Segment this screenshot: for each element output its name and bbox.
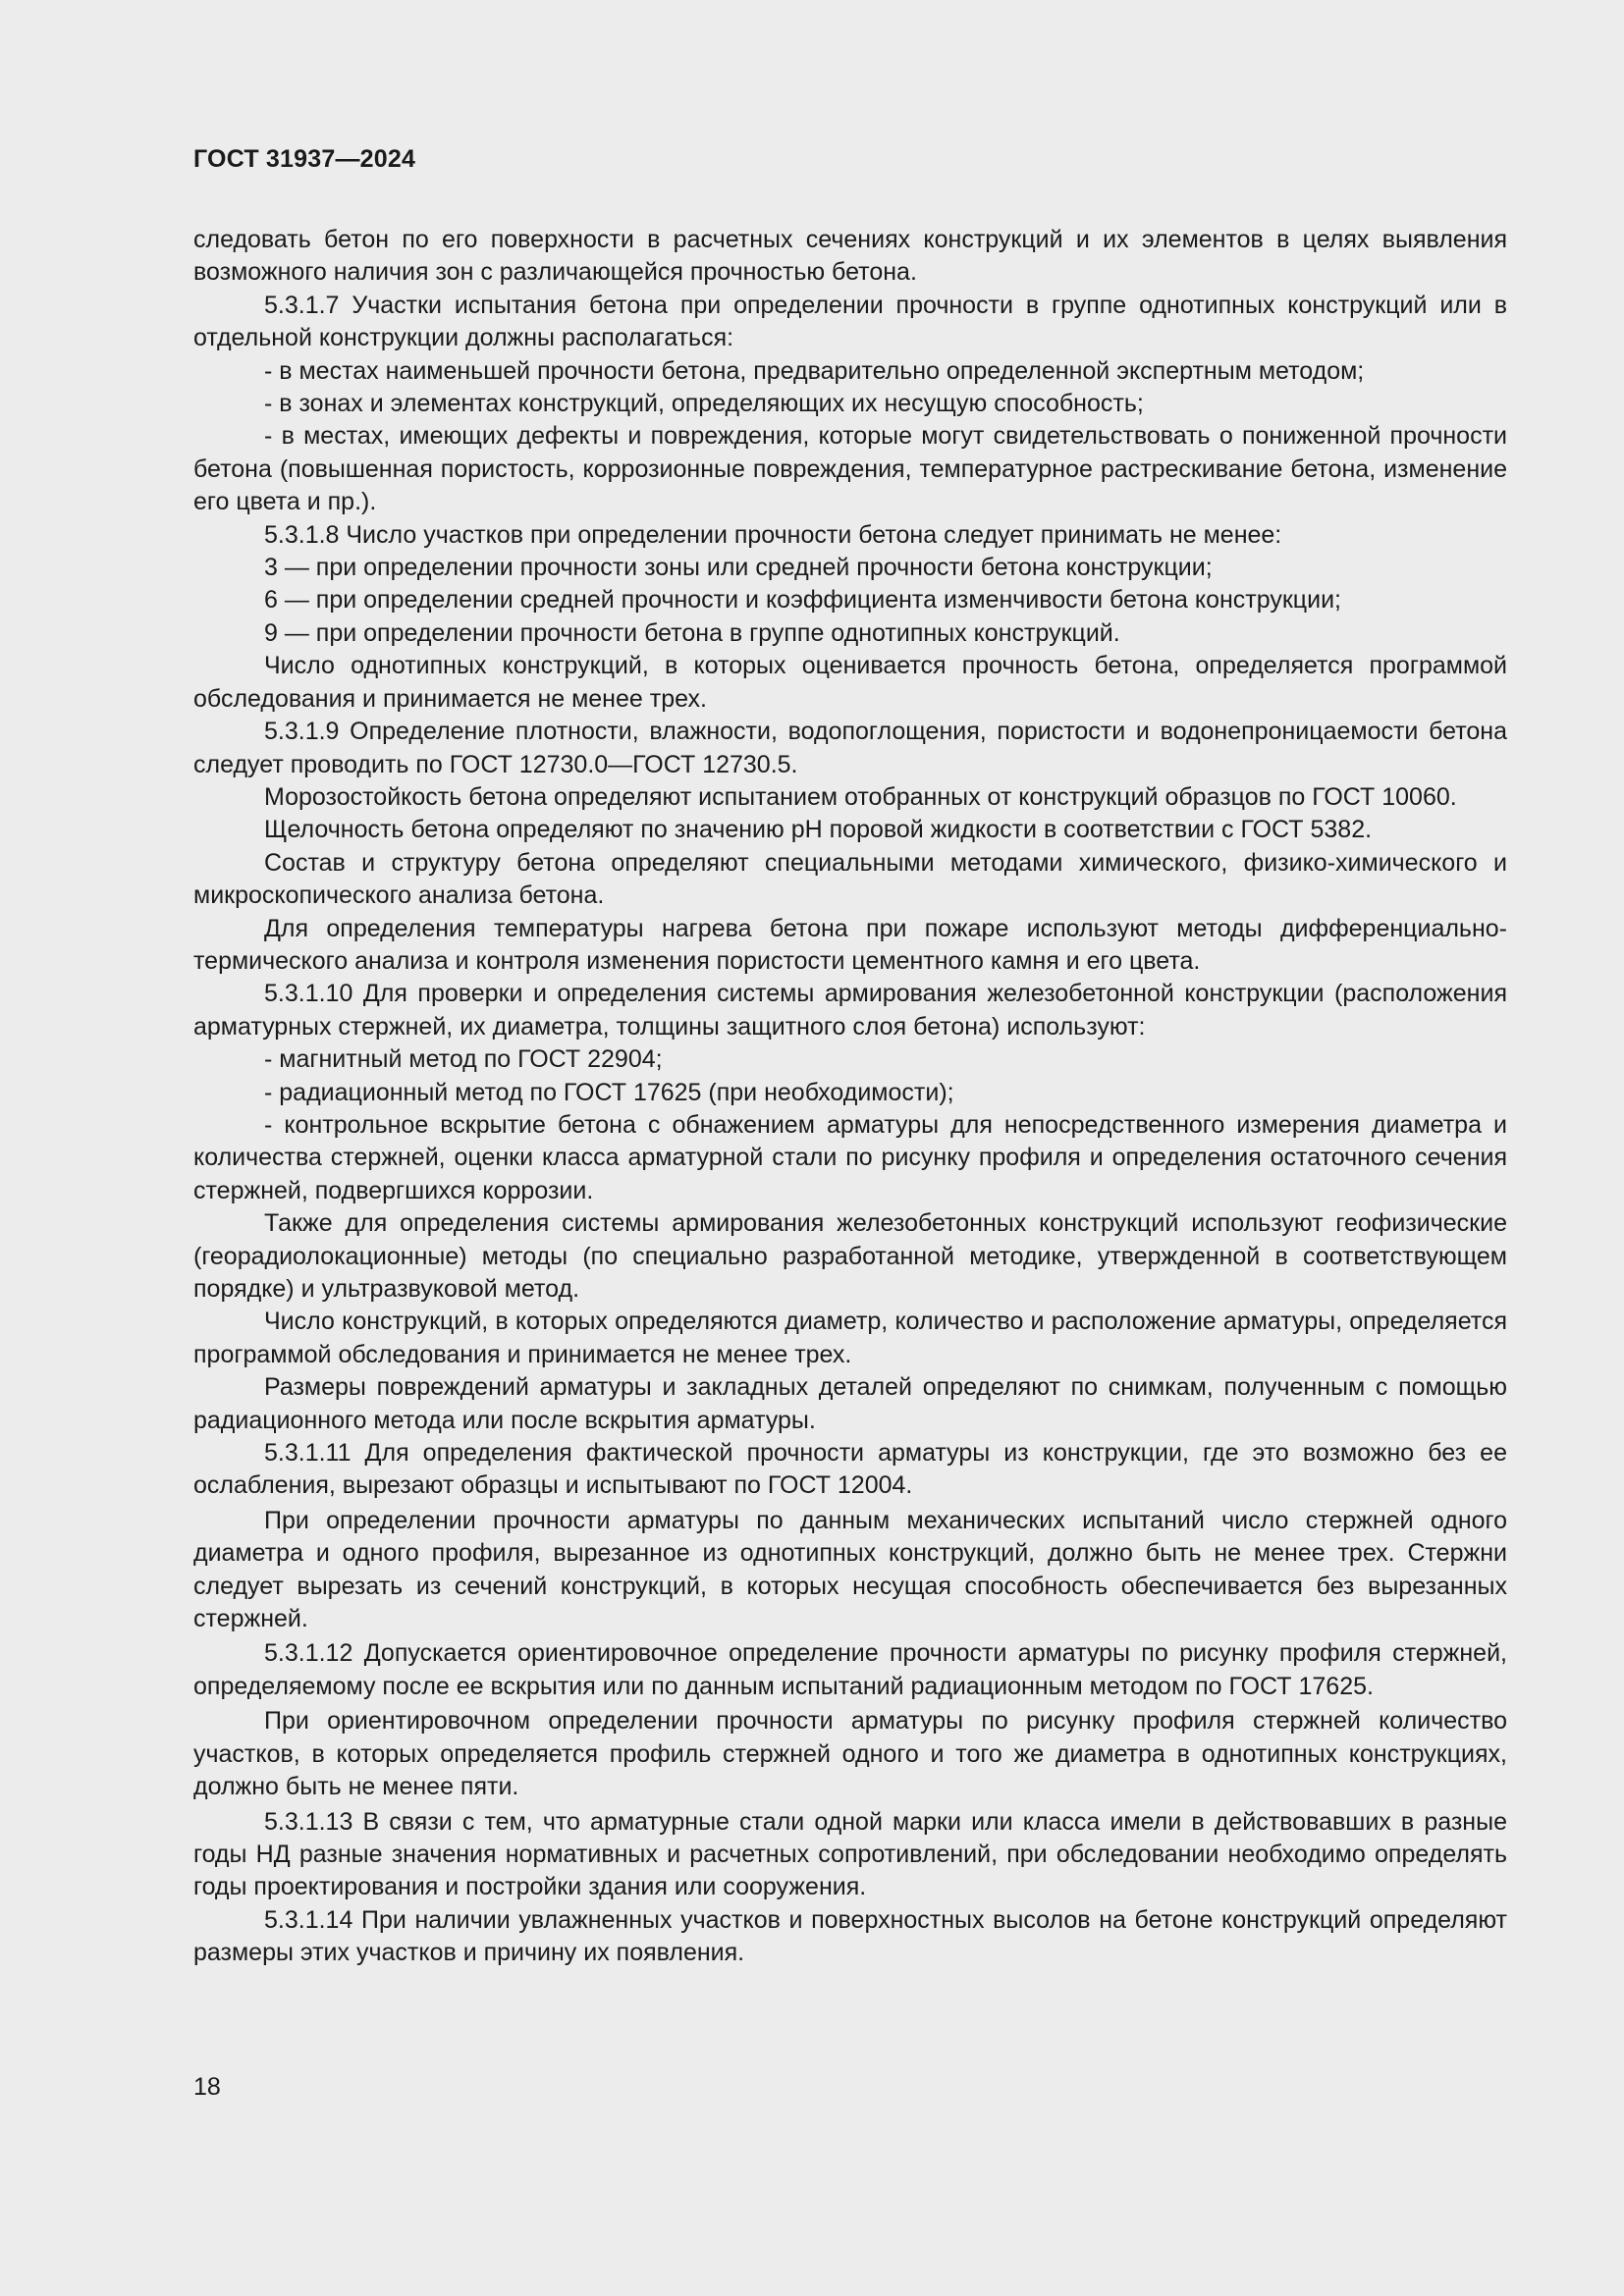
paragraph: Число однотипных конструкций, в которых оценивается прочность бетона, определяется программой обследования и принимается не менее трех. (193, 652, 1507, 713)
paragraph: 5.3.1.9 Определение плотности, влажности, водопоглощения, пористости и водонепроницаемости бетона следует проводить по ГОСТ 12730.0—ГОСТ 12730.5. (193, 718, 1507, 778)
paragraph: 5.3.1.13 В связи с тем, что арматурные стали одной марки или класса имели в действовавших в разные годы НД разные значения нормативных и расчетных сопротивлений, при обследовании необходимо определять годы проектирования и постройки здания или сооружения. (193, 1807, 1507, 1901)
paragraph: 5.3.1.12 Допускается ориентировочное определение прочности арматуры по рисунку профиля стержней, определяемому после ее вскрытия или по данным испытаний радиационным методом по ГОСТ 17625. (193, 1639, 1507, 1700)
paragraph: 5.3.1.7 Участки испытания бетона при определении прочности в группе однотипных конструкций или в отдельной конструкции должны располагаться: (193, 291, 1507, 352)
paragraph: Для определения температуры нагрева бетона при пожаре используют методы дифференциально-термического анализа и контроля изменения пористости цементного камня и его цвета. (193, 914, 1507, 975)
list-item: - в местах наименьшей прочности бетона, предварительно определенной экспертным методом; (264, 356, 1365, 385)
paragraph: Состав и структуру бетона определяют специальными методами химического, физико-химического и микроскопического анализа бетона. (193, 848, 1507, 910)
paragraph: При определении прочности арматуры по данным механических испытаний число стержней одного диаметра и одного профиля, вырезанное из однотипных конструкций, должно быть не менее трех. Стержни следует вырезать из сечений конструкций, в которых несущая способность обеспечивается без вырезанных стержней. (193, 1506, 1507, 1633)
list-item: 6 — при определении средней прочности и коэффициента изменчивости бетона конструкции; (264, 586, 1341, 614)
paragraph: следовать бетон по его поверхности в расчетных сечениях конструкций и их элементов в целях выявления возможного наличия зон с различающейся прочностью бетона. (193, 226, 1507, 287)
list-item: - радиационный метод по ГОСТ 17625 (при необходимости); (264, 1078, 954, 1106)
list-item: - в местах, имеющих дефекты и повреждения, которые могут свидетельствовать о пониженной прочности бетона (повышенная пористость, коррозионные повреждения, температурное растрескивание бетона, изменение его цвета и пр.). (193, 422, 1507, 516)
list-item: 3 — при определении прочности зоны или средней прочности бетона конструкции; (264, 554, 1213, 582)
paragraph: 5.3.1.10 Для проверки и определения системы армирования железобетонной конструкции (расположения арматурных стержней, их диаметра, толщины защитного слоя бетона) используют: (193, 980, 1507, 1041)
list-item: - магнитный метод по ГОСТ 22904; (264, 1045, 663, 1074)
list-item: - контрольное вскрытие бетона с обнажением арматуры для непосредственного измерения диаметра и количества стержней, оценки класса арматурной стали по рисунку профиля и определения остаточного сечения стержней, подвергшихся коррозии. (193, 1110, 1507, 1204)
list-item: - в зонах и элементах конструкций, определяющих их несущую способность; (264, 390, 1144, 418)
paragraph: При ориентировочном определении прочности арматуры по рисунку профиля стержней количество участков, в которых определяется профиль стержней одного и того же диаметра в однотипных конструкциях, должно быть не менее пяти. (193, 1707, 1507, 1801)
paragraph: 5.3.1.14 При наличии увлажненных участков и поверхностных высолов на бетоне конструкций определяют размеры этих участков и причину их появления. (193, 1905, 1507, 1967)
paragraph: Также для определения системы армирования железобетонных конструкций используют геофизические (георадиолокационные) методы (по специально разработанной методике, утвержденной в соответствующем порядке) и ультразвуковой метод. (193, 1209, 1507, 1303)
page-number: 18 (193, 2073, 221, 2101)
paragraph: Размеры повреждений арматуры и закладных деталей определяют по снимкам, полученным с помощью радиационного метода или после вскрытия арматуры. (193, 1373, 1507, 1434)
list-item: 9 — при определении прочности бетона в группе однотипных конструкций. (264, 618, 1120, 647)
document-header: ГОСТ 31937—2024 (193, 145, 416, 173)
paragraph: Щелочность бетона определяют по значению pH поровой жидкости в соответствии с ГОСТ 5382. (264, 816, 1373, 844)
paragraph: 5.3.1.8 Число участков при определении прочности бетона следует принимать не менее: (264, 520, 1282, 549)
paragraph: 5.3.1.11 Для определения фактической прочности арматуры из конструкции, где это возможно без ее ослабления, вырезают образцы и испытывают по ГОСТ 12004. (193, 1439, 1507, 1500)
document-body (193, 224, 1507, 1970)
paragraph: Число конструкций, в которых определяются диаметр, количество и расположение арматуры, определяется программой обследования и принимается не менее трех. (193, 1308, 1507, 1368)
paragraph: Морозостойкость бетона определяют испытанием отобранных от конструкций образцов по ГОСТ 10060. (264, 782, 1457, 811)
